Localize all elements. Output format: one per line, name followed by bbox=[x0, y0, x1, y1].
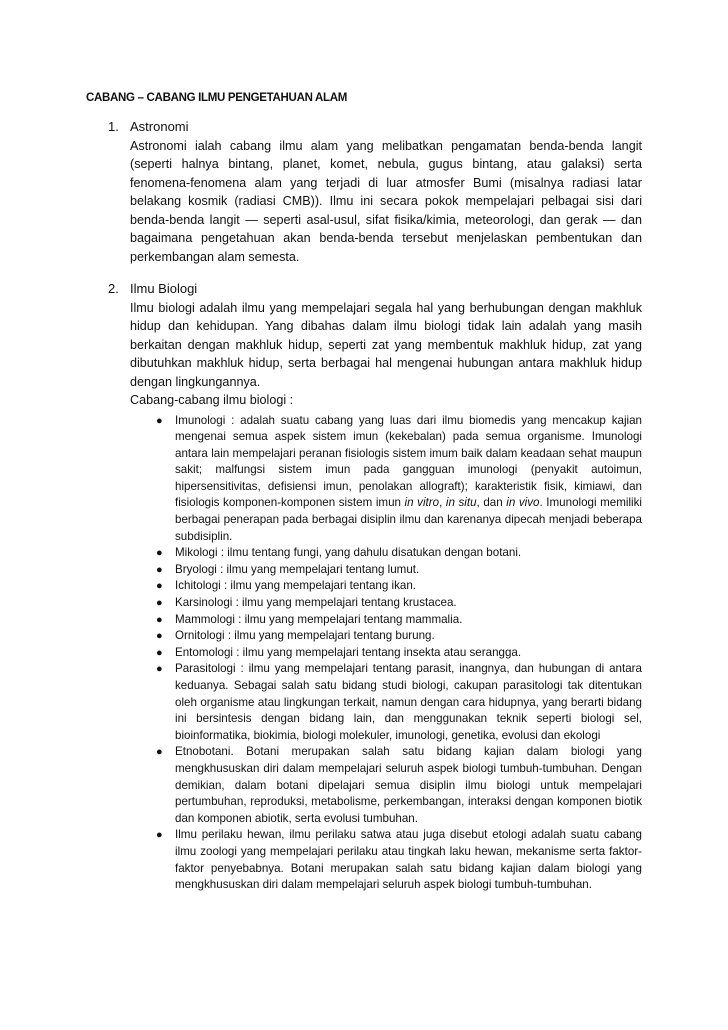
section-title: Astronomi bbox=[130, 119, 189, 134]
bullet-icon: ● bbox=[156, 597, 163, 610]
section-astronomi bbox=[108, 118, 642, 266]
item-text: Mikologi : ilmu tentang fungi, yang dahulu disatukan dengan botani. bbox=[175, 546, 522, 560]
page-title: CABANG – CABANG ILMU PENGETAHUAN ALAM bbox=[86, 92, 348, 104]
item-text: Entomologi : ilmu yang mempelajari tentang insekta atau serangga. bbox=[175, 645, 522, 659]
bullet-icon: ● bbox=[156, 630, 163, 643]
section-paragraph: Ilmu biologi adalah ilmu yang mempelajari segala hal yang berhubungan dengan makhluk hidup dan kehidupan. Yang dibahas dalam ilmu biologi tidak lain adalah yang masih berkaitan dengan makhluk hidup, seperti zat yang membentuk makhluk hidup, zat yang dibutuhkan makhluk hidup, serta berbagai hal mengenai hubungan antara makhluk hidup dengan lingkungannya. bbox=[130, 300, 642, 389]
item-text: . Imunologi memiliki berbagai penerapan pada berbagai disiplin ilmu dan karenanya dipecah menjadi beberapa subdisiplin. bbox=[175, 496, 643, 543]
list-item bbox=[108, 545, 642, 562]
item-text: Karsinologi : ilmu yang mempelajari tentang krustacea. bbox=[175, 596, 457, 610]
item-text: Imunologi : adalah suatu cabang yang luas dari ilmu biomedis yang mencakup kajian mengenai semua aspek sistem imun (kekebalan) pada semua organisme. Imunologi antara lain mempelajari peranan fisiologis sistem imum baik dalam keadaan sehat maupun sakit; malfungsi sistem imun pada gangguan imunologi (penyakit autoimun, hipersensitivitas, defisiensi imun, penolakan allograft); karakteristik fisik, kimiawi, dan fisiologis komponen-komponen sistem imun bbox=[175, 413, 642, 510]
bullet-icon: ● bbox=[156, 547, 163, 560]
bullet-icon: ● bbox=[156, 746, 163, 759]
section-heading bbox=[108, 280, 642, 299]
item-separator: , dan bbox=[476, 496, 507, 510]
bullet-icon: ● bbox=[156, 414, 163, 427]
item-text: Ilmu perilaku hewan, ilmu perilaku satwa atau juga disebut etologi adalah suatu cabang ilmu zoologi yang mempelajari perilaku atau tingkah laku hewan, mekanisme serta faktor-faktor penyebabnya. Botani merupakan salah satu bidang kajian dalam biologi yang mengkhususkan diri dalam mempelajari seluruh aspek biologi tumbuh-tumbuhan. bbox=[175, 828, 642, 892]
list-item bbox=[108, 744, 642, 827]
item-term: in vivo bbox=[506, 496, 540, 510]
section-heading bbox=[108, 118, 642, 137]
item-text: Ichitologi : ilmu yang mempelajari tentang ikan. bbox=[175, 579, 417, 593]
bullet-icon: ● bbox=[156, 663, 163, 676]
list-item bbox=[108, 645, 642, 662]
list-item bbox=[108, 661, 642, 744]
bullet-icon: ● bbox=[156, 563, 163, 576]
item-term: in situ bbox=[445, 496, 477, 510]
subsection-heading: Cabang-cabang ilmu biologi : bbox=[130, 393, 294, 407]
item-term: in vitro bbox=[404, 496, 440, 510]
bullet-icon: ● bbox=[156, 646, 163, 659]
bullet-icon: ● bbox=[156, 613, 163, 626]
branch-list bbox=[108, 413, 642, 894]
section-paragraph: Astronomi ialah cabang ilmu alam yang melibatkan pengamatan benda-benda langit (seperti halnya bintang, planet, komet, nebula, gugus bintang, atau galaksi) serta fenomena-fenomena alam yang terjadi di luar atmosfer Bumi (misalnya radiasi latar belakang kosmik (radiasi CMB)). Ilmu ini secara pokok mempelajari pelbagai sisi dari benda-benda langit — seperti asal-usul, sifat fisika/kimia, meteorologi, dan gerak — dan bagaimana pengetahuan akan benda-benda tersebut menjelaskan pembentukan dan perkembangan alam semesta. bbox=[130, 138, 642, 264]
list-item bbox=[108, 562, 642, 579]
list-item bbox=[108, 595, 642, 612]
section-number: 2. bbox=[108, 281, 119, 296]
list-item-imunologi bbox=[108, 413, 642, 546]
section-biologi bbox=[108, 280, 642, 894]
bullet-icon: ● bbox=[156, 829, 163, 842]
item-separator: , bbox=[439, 496, 446, 510]
list-item bbox=[108, 628, 642, 645]
item-text: Bryologi : ilmu yang mempelajari tentang lumut. bbox=[175, 562, 420, 576]
list-item bbox=[108, 578, 642, 595]
bullet-icon: ● bbox=[156, 580, 163, 593]
section-title: Ilmu Biologi bbox=[130, 281, 198, 296]
section-number: 1. bbox=[108, 119, 119, 134]
list-item bbox=[108, 612, 642, 629]
item-text: Parasitologi : ilmu yang mempelajari tentang parasit, inangnya, dan hubungan di antara keduanya. Sebagai salah satu bidang studi biologi, cakupan parasitologi tak ditentukan oleh organisme atau lingkungan terkait, namun dengan cara hidupnya, yang berarti bidang ini bersintesis dengan bidang lain, dan menggunakan teknik seperti biologi sel, bioinformatika, biokimia, biologi molekuler, imunologi, genetika, evolusi dan ekologi bbox=[175, 662, 642, 742]
list-item bbox=[108, 827, 642, 893]
item-text: Mammologi : ilmu yang mempelajari tentang mammalia. bbox=[175, 612, 463, 626]
item-text: Etnobotani. Botani merupakan salah satu bidang kajian dalam biologi yang mengkhususkan diri dalam mempelajari seluruh aspek biologi tumbuh-tumbuhan. Dengan demikian, dalam botani dipelajari semua disiplin ilmu biologi untuk mempelajari pertumbuhan, reproduksi, metabolisme, perkembangan, interaksi dengan komponen biotik dan komponen abiotik, serta evolusi tumbuhan. bbox=[175, 745, 642, 825]
item-text: Ornitologi : ilmu yang mempelajari tentang burung. bbox=[175, 629, 435, 643]
